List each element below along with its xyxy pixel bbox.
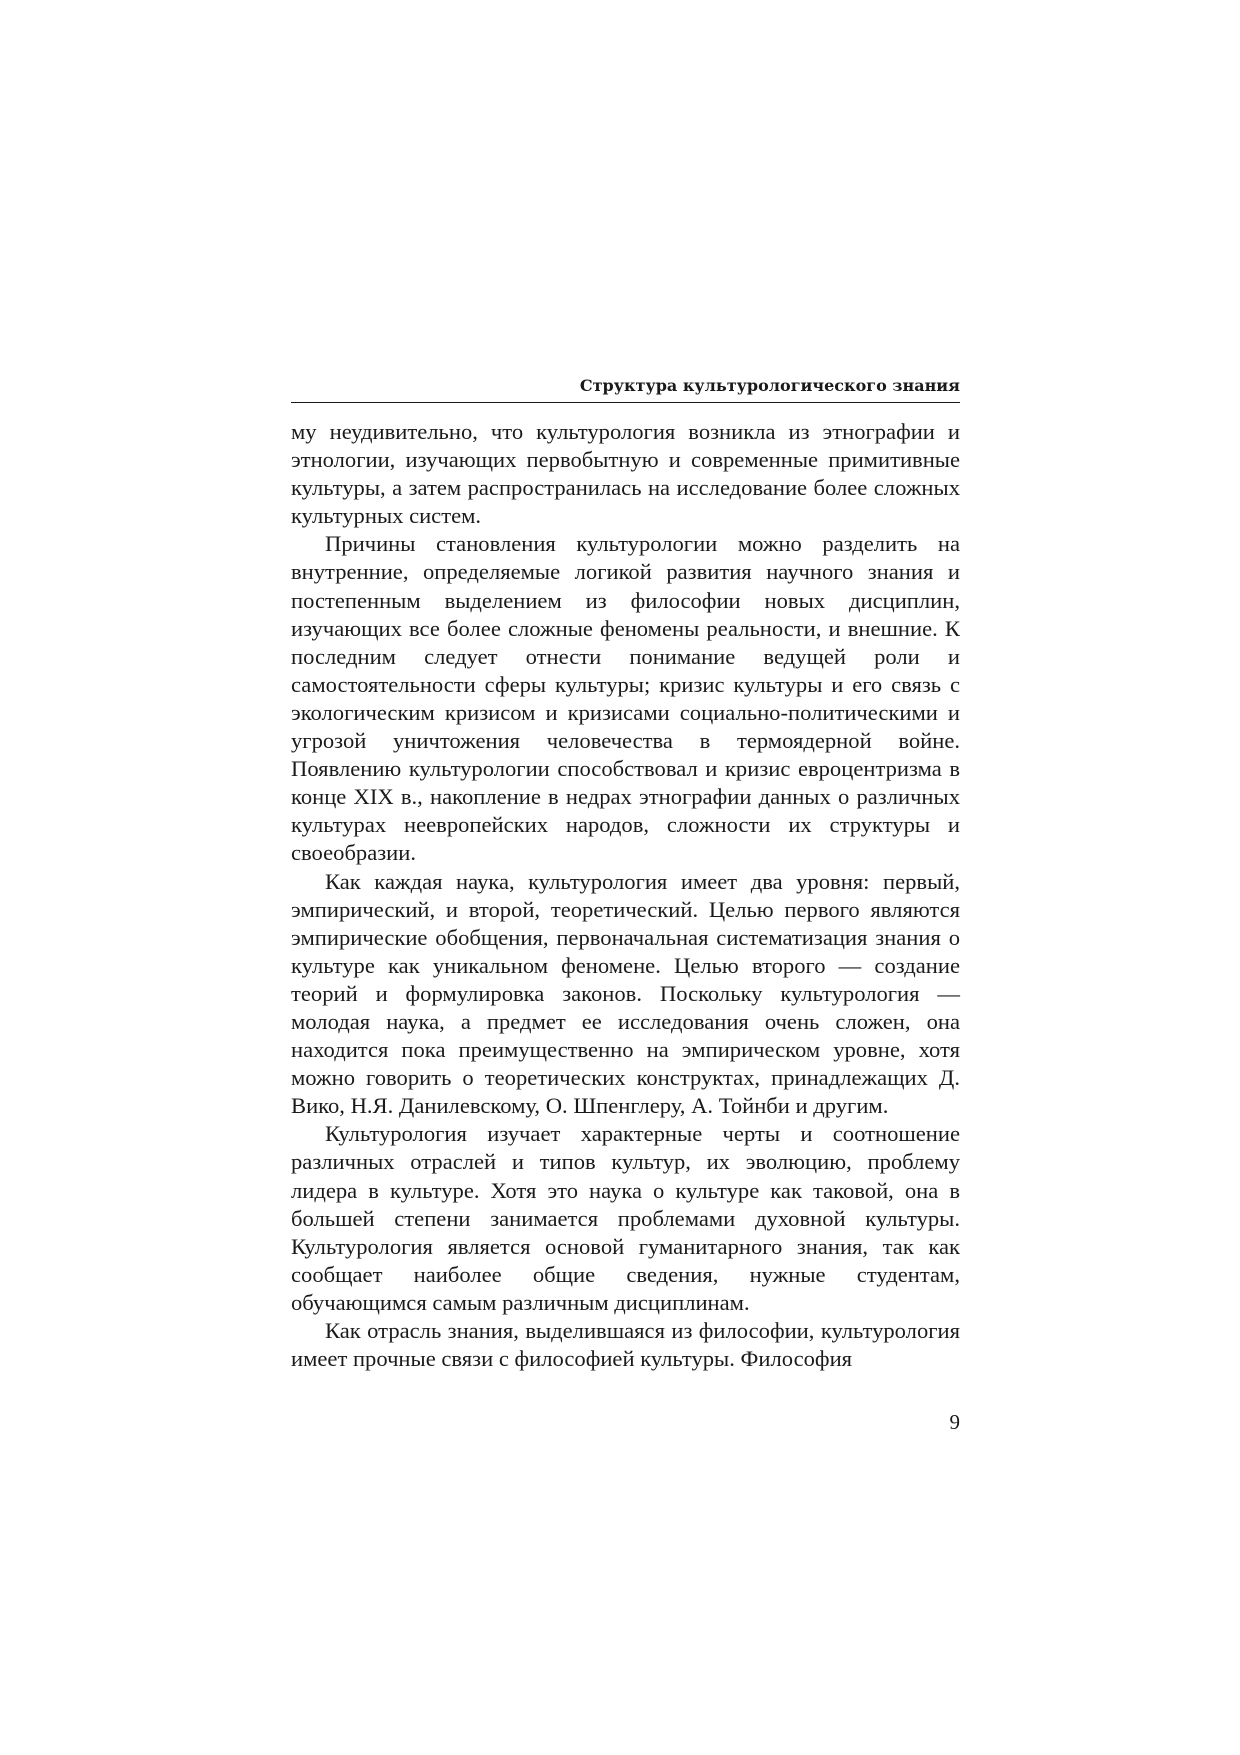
running-head: Структура культурологического знания — [579, 376, 960, 395]
paragraph: Как каждая наука, культурология имеет два уровня: первый, эмпирический, и второй, теоретический. Целью первого являются эмпирические обобщения, первоначальная систематизация знания о культуре как уникальном феномене. Целью второго — создание теорий и формулировка законов. Поскольку культурология — молодая наука, а предмет ее исследования очень сложен, она находится пока преимущественно на эмпирическом уровне, хотя можно говорить о теоретических конструктах, принадлежащих Д. Вико, Н.Я. Данилевскому, О. Шпенглеру, А. Тойнби и другим. — [291, 868, 960, 1119]
paragraph: Причины становления культурологии можно разделить на внутренние, определяемые логикой развития научного знания и постепенным выделением из философии новых дисциплин, изучающих все более сложные феномены реальности, и внешние. К последним следует отнести понимание ведущей роли и самостоятельности сферы культуры; кризис культуры и его связь с экологическим кризисом и кризисами социально-политическими и угрозой уничтожения человечества в термоядерной войне. Появлению культурологии способствовал и кризис евроцентризма в конце XIX в., накопление в недрах этнографии данных о различных культурах неевропейских народов, сложности их структуры и своеобразии. — [291, 531, 960, 866]
header-rule — [291, 402, 960, 403]
body-text — [291, 418, 960, 1373]
paragraph-continued: му неудивительно, что культурология возникла из этнографии и этнологии, изучающих первобытную и современные примитивные культуры, а затем распространилась на исследование более сложных культурных систем. — [291, 419, 960, 529]
page-number: 9 — [949, 1410, 960, 1434]
paragraph: Культурология изучает характерные черты и соотношение различных отраслей и типов культур, их эволюцию, проблему лидера в культуре. Хотя это наука о культуре как таковой, она в большей степени занимается проблемами духовной культуры. Культурология является основой гуманитарного знания, так как сообщает наиболее общие сведения, нужные студентам, обучающимся самым различным дисциплинам. — [291, 1121, 960, 1315]
paragraph: Как отрасль знания, выделившаяся из философии, культурология имеет прочные связи с философией культуры. Философия — [291, 1318, 960, 1372]
